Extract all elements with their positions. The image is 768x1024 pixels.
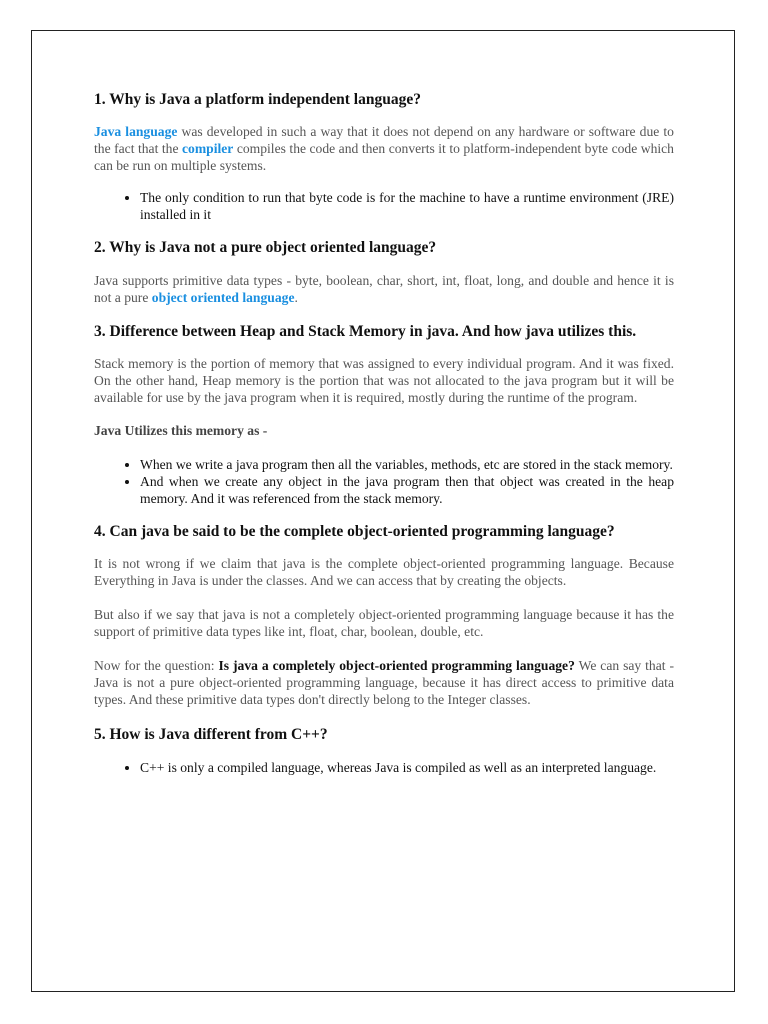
java-language-link[interactable]: Java language — [94, 124, 178, 139]
answer-q1-text-1: was developed in such a way that it does not depend on any hardware or software due to the fact that the — [94, 124, 674, 156]
answer-q4-paragraph-2: But also if we say that java is not a completely object-oriented programming language because it has the support of primitive data types like int, float, char, boolean, double, etc. — [94, 607, 674, 639]
answer-q4-paragraph-1: It is not wrong if we claim that java is the complete object-oriented programming language. Because Everything in Java is under the classes. And we can access that by creating the objects. — [94, 556, 674, 588]
object-oriented-language-link[interactable]: object oriented language — [151, 290, 295, 305]
bullet-list-q1 — [94, 189, 674, 223]
answer-q2-text-1: Java supports primitive data types - byte, boolean, char, short, int, float, long, and double and hence it is not a pure — [94, 273, 674, 305]
bullet-list-q3 — [94, 456, 674, 507]
answer-q1-paragraph — [94, 123, 674, 174]
list-item: • When we write a java program then all the variables, methods, etc are stored in the stack memory. — [140, 456, 674, 473]
heading-q5: 5. How is Java different from C++? — [94, 726, 328, 743]
answer-q1-text-2: compiles the code and then converts it to platform-independent byte code which can be run on multiple systems. — [94, 141, 674, 173]
heading-q1: 1. Why is Java a platform independent language? — [94, 91, 421, 108]
document-content — [94, 89, 674, 776]
memory-usage-subheading: Java Utilizes this memory as - — [94, 423, 268, 438]
answer-q4-text-1: Now for the question: — [94, 658, 219, 673]
answer-q4-paragraph-3 — [94, 657, 674, 708]
list-item: • The only condition to run that byte code is for the machine to have a runtime environment (JRE) installed in it — [140, 189, 674, 223]
compiler-link[interactable]: compiler — [181, 141, 234, 156]
heading-q2: 2. Why is Java not a pure object oriented language? — [94, 239, 437, 256]
list-item: • C++ is only a compiled language, whereas Java is compiled as well as an interpreted language. — [140, 759, 674, 776]
heading-q3: 3. Difference between Heap and Stack Memory in java. And how java utilizes this. — [94, 323, 637, 340]
answer-q2-paragraph — [94, 272, 674, 306]
answer-q2-text-2: . — [294, 290, 298, 305]
heading-q4: 4. Can java be said to be the complete object-oriented programming language? — [94, 523, 615, 540]
answer-q4-text-2: We can say that - Java is not a pure object-oriented programming language, because it has direct access to primitive data types. And these primitive data types don't directly belong to the Integer classes. — [94, 658, 675, 707]
bullet-list-q5 — [94, 759, 674, 776]
question-emphasis: Is java a completely object-oriented programming language? — [218, 658, 575, 673]
answer-q3-paragraph: Stack memory is the portion of memory that was assigned to every individual program. And it was fixed. On the other hand, Heap memory is the portion that was not allocated to the java program but it will be available for use by the java program when it is required, mostly during the runtime of the program. — [94, 356, 674, 405]
document-page — [31, 30, 735, 992]
list-item: • And when we create any object in the java program then that object was created in the heap memory. And it was referenced from the stack memory. — [140, 473, 674, 507]
